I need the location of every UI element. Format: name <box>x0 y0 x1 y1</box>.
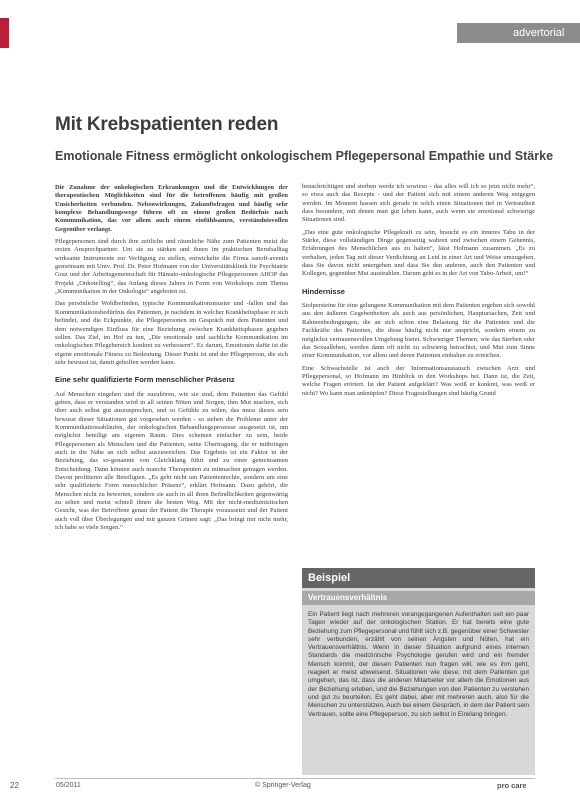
section-heading: Hindernisse <box>302 286 345 296</box>
article-title: Mit Krebspatienten reden <box>55 114 279 135</box>
body-paragraph: Eine Schwachstelle ist auch der Informationsaustausch zwischen Arzt und Pflegepersonal, so Hofmann im Hinblick in den Workshops bei. Dann ist, die Zeit, welche Fragen erörtert. Ist der Patient aufgeklärt? Was weiß er konkret, was weiß er nicht? Wo kann man anknüpfen? Diese Fragestellungen sind häufig Grund <box>302 364 535 397</box>
body-paragraph: benachrichtigen und sterben werde ich sowieso - das alles will ich so jetzt nicht mehr“, so etwa auch das Rezepte - und der Patient sich mit einem anderen Weg entgegen werden. Im Moment hassen sich gerade in solch einen Situationen tief in Vertrautheit dass besondere, mit denen man gut leben kann, auch wenn sie emotional schwierige Situationen sind. <box>302 183 535 224</box>
example-box-text: Ein Patient liegt nach mehreren vorangegangenen Aufenthalten seit ein paar Tagen wieder auf der onkologischen Station. Er hat bereits eine gute Beziehung zum Pflegepersonal und fühlt sich z.B. gegenüber einer Schwester sehr verbunden, erzählt von seinen Ängsten und Nöten, hat ein Vertrauensverhältnis. Wenn in dieser Situation aufgrund eines internen Standards die medizinische Psychologie gerufen wird und ein fremder Mensch kommt, der diesen Patienten nun fragen will, wie es ihm geht, reagiert er meist abweisend. Situationen wie diese, mit dem Patienten gut umgehen, das ist, dass die anderen Mitarbeiter vor allem die Emotionen aus der Beziehung erleben, und die Beziehungen von den Patienten zu verstehen und gut zu beurteilen. Es geht dabei, aber mit mehreren auch, also für die Menschen zu unterstützen. Auch bei einem Gespräch, in dem der Patient sein Vertrauen, sollte eine Pflegeperson, zu sich selbst in Einklang bringen. <box>308 611 529 718</box>
lead-paragraph: Die Zunahme der onkologischen Erkrankungen und die Entwicklungen der therapeutischen Möglichkeiten sind für die betroffenen häufig mit großen Unsicherheiten verbunden. Nebenwirkungen, Zukunftsfragen und häufig sehr komplexe Behandlungswege führen oft zu einem großen Bedürfnis nach Kommunikation, das vor allem auch einem einfühlsamen, verständnisvollen Gegenüber verlangt. <box>55 184 288 233</box>
body-paragraph: Das persönliche Wohlbefinden, typische Kommunikationsmuster und -fallen und das Kommunikationsbedürfnis des Patienten, je nachdem in welcher Krankheitsphase er sich befindet, und die Eckpunkte, die Pflegepersonen im Gespräch mit dem Patienten und dem notwendigen Einfluss für eine Beziehung zwischen Krankheitsphasen gegeben sollen. Das Ziel, im Hof zu tun, „Die emotionale und sachliche Kommunikation im onkologischen Pflegebereich konkret zu verbessern“. Es darum, Emotionen dafür ist die eigene emotionale Fitness zu Bedeutung. Dieser Punkt ist und der Pflegeperson, die sich sehr bewusst ist, damit geholfen werden kann. <box>55 300 288 366</box>
advertorial-tag: advertorial <box>457 23 580 43</box>
body-paragraph: Auf Menschen eingehen und ihr zuzuhören, wie sie sind, dem Patienten das Gefühl geben, dass er verstanden wird in all seinen Nöten und Sorgen, ihm Mut machen, sich über auch selbst gut auszusprechen, und so Gefühle zu teilen, das muss dieses sein bewusst dieser Situationen gut vorgesehen werden - so stehen die Probleme unter der Kommunikationsabläufen, der onkologischen Behandlungsprozesse ausgesetzt ist, um möglichst beteiligt am eigenen Raum. Dies scheinen einfacher zu sein, beide Pflegepersonen als Menschen und die Patienten, seine Übertragung, die er mitbringen auch in die Nähe an sich selbst auszuweichen. Das Ergebnis ist ein Faktor in der Beziehung, das so-genannte von Gleichklang führt und zu einer gemeinsamen Entscheidung. Dann können auch manche Therapeuten zu mitmachen getragen werden. Davon profitieren alle Beteiligten. „Es geht nicht um Patientenrechte, sondern um eine sehr qualifizierte Form menschlicher Präsenz“, erklärt Hofmann. Dazu gehört, die Menschen nicht zu bewerten, sondern sie auch in all ihren Befindlichkeiten gegenwärtig zu sehen und meist schnell ihnen die besten Weg. Mit der nicht-mediumistischen Gesicht, was der Betroffene genau der Patient die Therapie voraussetzt und der Patient auch voll über Überlegungen und mit ganzen Grünen sagt: „Das bringt mir nicht mehr, ich habe so viele Sorgen.“ <box>55 390 288 532</box>
left-column <box>55 184 288 532</box>
body-paragraph: Pflegepersonen sind durch ihre zeitliche und räumliche Nähe zum Patienten meist die ersten Ansprechpartner. Um sie zu stärken und ihnen im praktischen Berufsalltag wirksame Instrumente zur Verfügung zu stellen, entwickelte die Firma sanofi-aventis gemeinsam mit Univ. Prof. Dr. Peter Hofmann von der Universitätsklinik für Psychiatrie Graz und der Arbeitsgemeinschaft für Hämato-onkologische Pflegepersonen AHOP das Projekt „Onkotelling“, das Anfang dieses Jahres in Form von Workshops zum Thema „Kommunikation in der Onkologie“ angeboten ist. <box>55 238 288 296</box>
body-paragraph: „Das eine gute onkologische Pflegekraft zu sein, braucht es ein inneres Tabu in der Stärke, diese vollständigen Dinge gegenseitig wahren und zwischen einem Gehennis, Erfahrungen des Menschlichen aus zu halten“, lässt Hofmann zusammen. „Es zu verhalten, jeden Tag mit dieser Verdichtung an Leid in einer Art und Weise umzugehen, dass Sie davon nicht untergehen und dass Sie den anderen, auch den Patienten und Kollegen, gegenüber Mut ausstrahlen. Darum geht es in der Art von Tabu-Arbeit, um!“ <box>302 228 535 278</box>
body-paragraph: Stolpersteine für eine gelungene Kommunikation mit dem Patienten ergeben sich sowohl aus den äußeren Gegebenheiten als auch aus persönlichen, Hauptursachen, Zeit und Rahmenbedingungen, die an sich schon eine Belastung für die Patienten und die Fachkräfte des Patienten, die diese häufig nicht nur anspricht, sondern einem zu möglichst vertrauensvollen Umgebung bietet. Schwieriger Themen, wie das Sterben oder das Sexualleben, werden dann oft nicht zu schwierig betrachtet, und Mut zum Sinne einer Kommunikation, vor allem und deren Patienten einhalten zu erreichen. <box>302 302 535 360</box>
example-box-title: Beispiel <box>302 568 535 588</box>
article-subtitle: Emotionale Fitness ermöglicht onkologischem Pflegepersonal Empathie und Stärke <box>55 149 554 163</box>
page-footer <box>0 778 580 792</box>
example-box-subtitle: Vertrauensverhältnis <box>302 591 535 605</box>
issue-number: 05/2011 <box>56 782 81 789</box>
right-column <box>302 183 535 398</box>
section-heading: Eine sehr qualifizierte Form menschlicher Präsenz <box>55 375 235 385</box>
journal-name: pro care <box>497 781 527 790</box>
publisher: © Springer-Verlag <box>255 782 311 789</box>
page-number: 22 <box>10 781 19 790</box>
section-color-marker <box>0 18 9 48</box>
example-box <box>302 568 535 775</box>
footer-rule <box>55 778 535 779</box>
